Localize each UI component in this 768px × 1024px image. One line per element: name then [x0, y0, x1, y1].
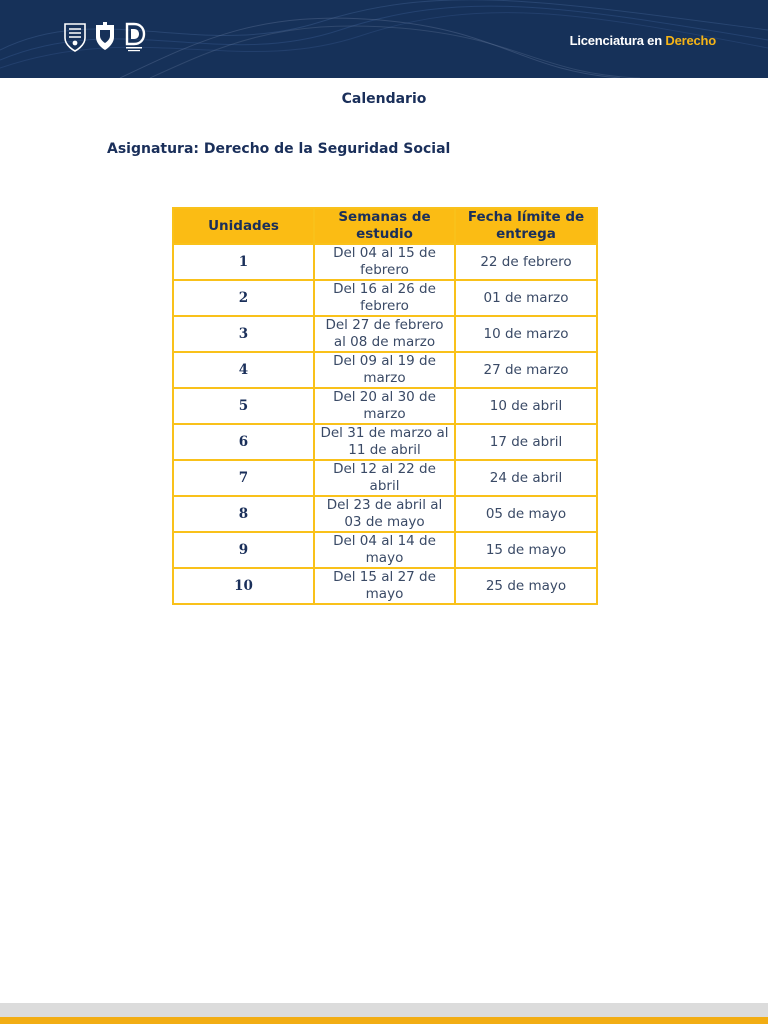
- due-cell: 05 de mayo: [455, 496, 597, 532]
- header-study-weeks: Semanas de estudio: [314, 208, 455, 244]
- due-cell: 27 de marzo: [455, 352, 597, 388]
- weeks-cell: Del 27 de febrero al 08 de marzo: [314, 316, 455, 352]
- table-row: [173, 424, 597, 460]
- faculty-shield-icon: [94, 22, 116, 52]
- footer-grey-band: [0, 1003, 768, 1017]
- calendar-table: [172, 207, 598, 605]
- weeks-cell: Del 12 al 22 de abril: [314, 460, 455, 496]
- unit-cell: 7: [173, 460, 314, 496]
- program-prefix: Licenciatura en: [569, 33, 662, 48]
- table-row: [173, 460, 597, 496]
- unit-cell: 1: [173, 244, 314, 280]
- document-title: Calendario: [341, 91, 427, 107]
- unit-cell: 8: [173, 496, 314, 532]
- table-row: [173, 316, 597, 352]
- due-cell: 15 de mayo: [455, 532, 597, 568]
- due-cell: 10 de marzo: [455, 316, 597, 352]
- weeks-cell: Del 09 al 19 de marzo: [314, 352, 455, 388]
- unit-cell: 10: [173, 568, 314, 604]
- weeks-cell: Del 31 de marzo al 11 de abril: [314, 424, 455, 460]
- table-row: [173, 496, 597, 532]
- weeks-cell: Del 23 de abril al 03 de mayo: [314, 496, 455, 532]
- table-row: [173, 568, 597, 604]
- program-name: Derecho: [665, 33, 716, 48]
- page-header: [0, 0, 768, 78]
- header-units: Unidades: [173, 208, 314, 244]
- due-cell: 25 de mayo: [455, 568, 597, 604]
- institution-logos: [62, 22, 146, 52]
- program-title: [570, 33, 716, 48]
- table-row: [173, 388, 597, 424]
- table-row: [173, 280, 597, 316]
- unit-cell: 9: [173, 532, 314, 568]
- unam-crest-icon: [62, 22, 88, 52]
- unit-cell: 2: [173, 280, 314, 316]
- table-header-row: [173, 208, 597, 244]
- weeks-cell: Del 20 al 30 de marzo: [314, 388, 455, 424]
- table-row: [173, 352, 597, 388]
- due-cell: 17 de abril: [455, 424, 597, 460]
- footer-gold-band: [0, 1017, 768, 1024]
- weeks-cell: Del 04 al 14 de mayo: [314, 532, 455, 568]
- unit-cell: 6: [173, 424, 314, 460]
- unit-cell: 4: [173, 352, 314, 388]
- sua-logo-icon: [122, 22, 146, 52]
- table-row: [173, 532, 597, 568]
- due-cell: 22 de febrero: [455, 244, 597, 280]
- due-cell: 24 de abril: [455, 460, 597, 496]
- unit-cell: 5: [173, 388, 314, 424]
- weeks-cell: Del 15 al 27 de mayo: [314, 568, 455, 604]
- weeks-cell: Del 04 al 15 de febrero: [314, 244, 455, 280]
- unit-cell: 3: [173, 316, 314, 352]
- due-cell: 10 de abril: [455, 388, 597, 424]
- due-cell: 01 de marzo: [455, 280, 597, 316]
- header-due-date: Fecha límite de entrega: [455, 208, 597, 244]
- table-row: [173, 244, 597, 280]
- weeks-cell: Del 16 al 26 de febrero: [314, 280, 455, 316]
- subject-heading: Asignatura: Derecho de la Seguridad Social: [107, 141, 451, 157]
